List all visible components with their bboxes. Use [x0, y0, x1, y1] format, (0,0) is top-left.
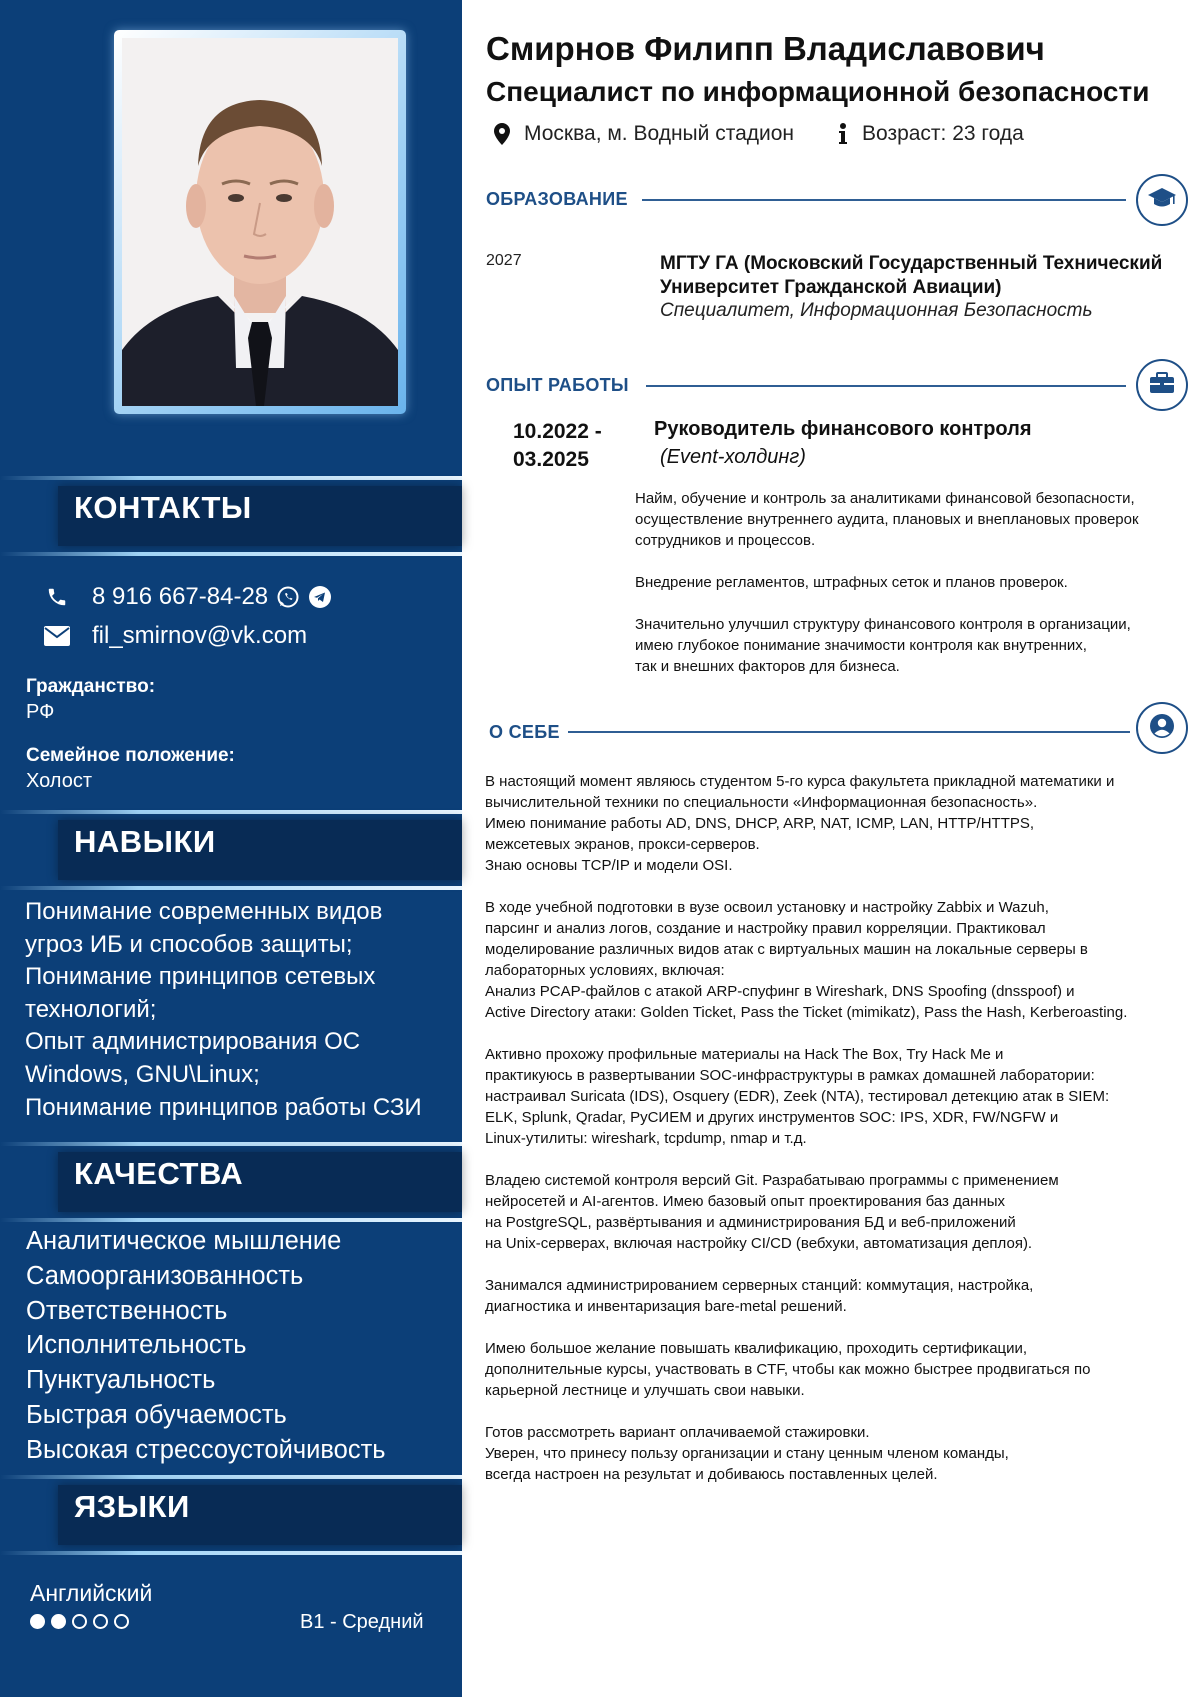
- skills-header: [0, 810, 462, 890]
- languages-title: ЯЗЫКИ: [74, 1489, 190, 1524]
- info-icon: [838, 123, 848, 145]
- phone-number[interactable]: 8 916 667-84-28: [92, 583, 269, 610]
- quality-item: Исполнительность: [26, 1331, 247, 1360]
- about-paragraph: Активно прохожу профильные материалы на Hack The Box, Try Hack Me и практикуюсь в развертывании SOC-инфраструктуры в рамках домашней лаборатории: настраивал Suricata (IDS), Osquery (EDR), Zeek (NTA), тестировал детекцию атак в SIEM: ELK, Splunk, Qradar, PyСИЕМ и других инструментов SOC: IPS, XDR, FW/NGFW и Linux-утилиты: wireshark, tcpdump, nmap и т.д.: [485, 1046, 1110, 1147]
- sidebar: [0, 0, 462, 1697]
- job-description: [635, 488, 1195, 698]
- section-rule: [642, 199, 1126, 201]
- about-paragraph: В настоящий момент являюсь студентом 5-го курса факультета прикладной математики и вычислительной техники по специальности «Информационная безопасность». Имею понимание работы AD, DNS, DHCP, ARP, NAT, ICMP, LAN, HTTP/HTTPS, межсетевых экранов, прокси-серверов. Знаю основы TCP/IP и модели OSI.: [485, 773, 1115, 874]
- rating-dot-filled: [30, 1614, 45, 1629]
- candidate-name: Смирнов Филипп Владиславович: [486, 30, 1045, 67]
- map-marker-icon: [494, 123, 510, 145]
- location: [494, 122, 794, 146]
- header-line: [0, 1551, 462, 1555]
- profile-photo-frame: [114, 30, 406, 414]
- about-paragraph: Готов рассмотреть вариант оплачиваемой стажировки. Уверен, что принесу пользу организации и стану ценным членом команды, всегда настроен на результат и добиваюсь поставленных целей.: [485, 1424, 1009, 1483]
- header-line: [0, 476, 462, 480]
- header-line: [0, 1142, 462, 1146]
- job-title: Руководитель финансового контроля: [654, 418, 1032, 440]
- skill-line: технологий;: [25, 995, 157, 1023]
- qualities-list: [26, 1224, 386, 1468]
- location-text: Москва, м. Водный стадион: [524, 122, 795, 145]
- contacts-header: [0, 476, 462, 556]
- education-institution: МГТУ ГА (Московский Государственный Технический Университет Гражданской Авиации): [660, 253, 1163, 298]
- age: [838, 122, 1024, 146]
- header-line: [0, 1475, 462, 1479]
- skill-line: угроз ИБ и способов защиты;: [25, 930, 353, 958]
- telegram-icon[interactable]: [308, 585, 332, 609]
- language-rating: [30, 1614, 129, 1629]
- about-title: О СЕБЕ: [489, 722, 560, 742]
- header-line: [0, 552, 462, 556]
- experience-icon-circle: [1136, 359, 1188, 411]
- citizenship-value: РФ: [26, 701, 55, 723]
- marital-status-value: Холост: [26, 770, 92, 792]
- email-address[interactable]: fil_smirnov@vk.com: [92, 622, 308, 649]
- quality-item: Ответственность: [26, 1296, 228, 1325]
- education-title: ОБРАЗОВАНИЕ: [486, 189, 628, 209]
- skills-list: [25, 896, 460, 1124]
- education-specialty: Специалитет, Информационная Безопасность: [660, 300, 1093, 321]
- about-paragraph: Имею большое желание повышать квалификацию, проходить сертификации, дополнительные курсы, участвовать в CTF, чтобы как можно быстрее продвигаться по карьерной лестнице и улучшать свои навыки.: [485, 1340, 1091, 1399]
- rating-dot-empty: [93, 1614, 108, 1629]
- qualities-header: [0, 1142, 462, 1222]
- language-level: B1 - Средний: [300, 1611, 424, 1633]
- quality-item: Быстрая обучаемость: [26, 1400, 287, 1429]
- phone-row: [42, 580, 332, 614]
- quality-item: Самоорганизованность: [26, 1261, 304, 1290]
- user-circle-icon: [1149, 713, 1175, 744]
- about-icon-circle: [1136, 702, 1188, 754]
- job-paragraph: Найм, обучение и контроль за аналитиками финансовой безопасности, осуществление внутреннего аудита, плановых и внеплановых проверок сотрудников и процессов.: [635, 490, 1139, 549]
- quality-item: Аналитическое мышление: [26, 1227, 342, 1255]
- section-rule: [568, 731, 1130, 733]
- contacts-title: КОНТАКТЫ: [74, 490, 252, 525]
- header-line: [0, 886, 462, 890]
- about-text: [485, 771, 1200, 1506]
- job-date-to: 03.2025: [513, 448, 589, 471]
- header-line: [0, 1218, 462, 1222]
- quality-item: Пунктуальность: [26, 1366, 216, 1395]
- age-text: Возраст: 23 года: [862, 122, 1024, 145]
- envelope-icon: [42, 624, 72, 648]
- citizenship-label: Гражданство:: [26, 676, 156, 697]
- education-year: 2027: [486, 252, 522, 269]
- graduation-cap-icon: [1147, 186, 1177, 215]
- email-row: [42, 619, 307, 653]
- section-rule: [646, 385, 1126, 387]
- skill-line: Windows, GNU\Linux;: [25, 1060, 260, 1088]
- briefcase-icon: [1149, 372, 1175, 399]
- qualities-title: КАЧЕСТВА: [74, 1156, 244, 1191]
- languages-header: [0, 1475, 462, 1555]
- job-dates: [513, 418, 602, 474]
- profile-photo: [122, 38, 398, 406]
- job-company: (Event-холдинг): [660, 446, 806, 468]
- skill-line: Понимание принципов сетевых: [25, 963, 376, 991]
- skills-title: НАВЫКИ: [74, 824, 216, 859]
- whatsapp-icon[interactable]: [276, 585, 300, 609]
- language-name: Английский: [30, 1580, 153, 1606]
- header-line: [0, 810, 462, 814]
- skill-line: Понимание принципов работы СЗИ: [25, 1093, 422, 1121]
- job-paragraph: Значительно улучшил структуру финансового контроля в организации, имею глубокое понимание значимости контроля как внутренних, так и внешних факторов для бизнеса.: [635, 616, 1131, 675]
- about-paragraph: В ходе учебной подготовки в вузе освоил установку и настройку Zabbix и Wazuh, парсинг и анализ логов, создание и настройку правил корреляции. Практиковал моделирование различных видов атак с виртуальных машин на локальные серверы в лабораторных условиях, включая: Анализ PCAP-файлов с атакой ARP-спуфинг в Wireshark, DNS Spoofing (dnsspoof) и Active Directory атаки: Golden Ticket, Pass the Ticket (mimikatz), Pass the Hash, Kerberoasting.: [485, 899, 1128, 1021]
- quality-item: Высокая стрессоустойчивость: [26, 1435, 386, 1464]
- experience-title: ОПЫТ РАБОТЫ: [486, 375, 629, 395]
- job-date-from: 10.2022 -: [513, 420, 602, 443]
- skill-line: Понимание современных видов: [25, 898, 383, 925]
- education-icon-circle: [1136, 174, 1188, 226]
- job-paragraph: Внедрение регламентов, штрафных сеток и планов проверок.: [635, 574, 1068, 591]
- rating-dot-empty: [114, 1614, 129, 1629]
- rating-dot-empty: [72, 1614, 87, 1629]
- candidate-position: Специалист по информационной безопасности: [486, 76, 1150, 107]
- about-paragraph: Владею системой контроля версий Git. Разрабатываю программы с применением нейросетей и AI-агентов. Имею базовый опыт проектирования баз данных на PostgreSQL, развёртывания и администрирования БД и веб-приложений на Unix-серверах, включая настройку CI/CD (вебхуки, автоматизация деплоя).: [485, 1172, 1059, 1252]
- skill-line: Опыт администрирования ОС: [25, 1028, 361, 1056]
- about-paragraph: Занимался администрированием серверных станций: коммутация, настройка, диагностика и инвентаризация bare-metal решений.: [485, 1277, 1034, 1315]
- phone-icon: [42, 585, 72, 609]
- rating-dot-filled: [51, 1614, 66, 1629]
- marital-status-label: Семейное положение:: [26, 745, 235, 766]
